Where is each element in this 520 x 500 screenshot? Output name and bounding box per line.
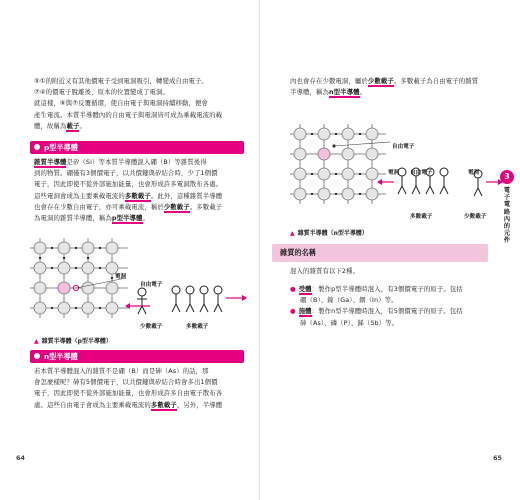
caption-triangle-icon: ▲ — [34, 338, 39, 345]
label-minority-carrier: 少數載子 — [140, 324, 163, 330]
text-span: 為電洞的雜質半導體，稱為 — [34, 214, 112, 223]
item-key: 受體 — [298, 285, 312, 293]
highlight-term: p型半導體 — [111, 214, 143, 223]
chapter-title-char: 路 — [503, 208, 511, 216]
text-line: 會怎麼樣呢？砷有5個價電子，以共價鍵與矽結合時會多出1個價 — [34, 378, 218, 387]
bullet-icon: ● — [290, 307, 296, 316]
caption-text: 雜質半導體（n型半導體） — [297, 230, 368, 237]
text-span: 。另外，半導體 — [176, 400, 223, 409]
item-text: ：製作n型半導體時混入，有5個價電子的原子。包括 — [311, 307, 463, 316]
section-title: p型半導體 — [44, 143, 78, 152]
silicon-atoms — [294, 128, 378, 200]
pointer-line — [334, 142, 390, 146]
chapter-tab — [500, 170, 514, 245]
text-span: 是矽（Si）等本質半導體混入硼（B）等雜質後得 — [66, 158, 207, 166]
p-type-paragraph — [34, 157, 248, 224]
chapter-title-char: 內 — [503, 215, 511, 223]
list-item — [290, 284, 500, 295]
right-page — [260, 0, 520, 500]
highlight-carrier: 載子 — [66, 121, 80, 130]
caption-text: 雜質半導體（p型半導體） — [41, 338, 112, 345]
list-item-continuation: 砷（As）、磷（P）、銻（Sb）等。 — [300, 318, 399, 327]
text-line — [34, 400, 248, 411]
item-text: ：製作p型半導體時混入，有3個價電子的原子。包括 — [311, 285, 463, 293]
chapter-number-badge: 3 — [500, 170, 514, 184]
text-span: 內也會存在少數電洞，屬於 — [290, 77, 368, 85]
text-span: 。 — [359, 88, 367, 97]
label-majority-carrier: 多數載子 — [410, 214, 433, 220]
text-line: ⑤①的附近又有其他價電子受到電洞吸引，轉變成自由電子。 — [34, 77, 208, 85]
list-item — [290, 306, 500, 317]
label-free-electron: 自由電子 — [392, 144, 415, 150]
electron-dots — [311, 133, 361, 195]
text-span: 。 — [79, 121, 86, 130]
text-line: 到的物質。硼僅有3個價電子，以共價鍵與矽結合時，少了1個價 — [34, 169, 218, 178]
section-title: n型半導體 — [44, 352, 78, 361]
section-header-impurity-types — [272, 244, 488, 262]
label-free-electron: 自由電子 — [140, 282, 163, 288]
section-header-p-type — [30, 141, 244, 154]
chapter-title-char: 的 — [503, 223, 511, 231]
arrow-head-2 — [242, 295, 247, 301]
silicon-atoms — [34, 242, 118, 314]
label-hole: 電洞 — [115, 274, 127, 280]
text-span: 。 — [142, 214, 150, 223]
highlight-term: 少數載子 — [163, 202, 190, 211]
text-span: 這些電洞會成為主要乘載電流的 — [34, 191, 125, 200]
n-type-continuation — [290, 76, 500, 98]
figure-caption — [290, 228, 368, 237]
highlight-term: n型半導體 — [328, 88, 360, 97]
text-line — [34, 157, 248, 168]
n-type-paragraph — [34, 366, 248, 411]
highlight-term: 多數載子 — [124, 191, 151, 200]
chapter-title-char: 件 — [503, 237, 511, 245]
figure-caption — [34, 336, 112, 345]
label-majority-carrier: 多數載子 — [186, 324, 209, 330]
text-span: 也會存在少數自由電子，亦可乘載電流，稱於 — [34, 202, 164, 211]
text-line: 若本質半導體混入的雜質不是硼（B）而是砷（As）的話，那 — [34, 367, 209, 375]
text-line: 產生電流。本質半導體內的自由電子與電洞皆可成為乘載電流的載 — [34, 110, 223, 119]
section-header-n-type — [30, 350, 244, 363]
bullet-dot — [34, 353, 40, 359]
section-title: 雜質的名稱 — [280, 248, 316, 257]
bullet-icon: ● — [290, 285, 296, 293]
label-minority-carrier: 少數載子 — [464, 214, 487, 220]
carrier-figures — [137, 286, 222, 314]
arrow-head — [377, 179, 382, 185]
highlight-term: 多數載子 — [150, 400, 177, 409]
intro-paragraph — [34, 76, 244, 132]
chapter-title-char: 電 — [503, 201, 511, 209]
impurity-list — [290, 284, 500, 329]
text-span: 。多數載子為自由電子的雜質 — [393, 77, 479, 85]
electron-dots — [39, 247, 113, 309]
text-line — [34, 202, 248, 213]
item-key: 施體 — [298, 307, 312, 316]
chapter-title-char: 子 — [503, 194, 511, 202]
impurity-intro: 混入的雜質有以下2種。 — [290, 267, 360, 275]
text-line — [34, 121, 244, 132]
page-number-right: 65 — [493, 454, 502, 462]
text-line — [34, 191, 248, 202]
text-line: 就這樣，⑥與⑦反覆循環，使自由電子與電洞持續移動，便會 — [34, 99, 208, 108]
text-line — [34, 213, 248, 224]
text-line — [290, 87, 500, 98]
text-line: ⑦④的價電子脫離後，原本的位置變成了電洞。 — [34, 88, 169, 97]
page-number-left: 64 — [16, 454, 25, 462]
text-span: 半導體，稱為 — [290, 88, 329, 97]
highlight-term: 雜質半導體 — [34, 158, 67, 166]
list-item-continuation: 硼（B）、鎵（Ga）、銦（In）等。 — [300, 296, 398, 305]
caption-triangle-icon: ▲ — [290, 230, 295, 237]
text-span: 體，故稱為 — [34, 121, 67, 130]
chapter-title-char: 電 — [503, 187, 511, 194]
text-line — [290, 76, 500, 87]
text-line: 電子，因此即使不從外部施加能量，也會形成許多電洞散布各處。 — [34, 180, 223, 189]
text-span: 處。這些自由電子會成為主要乘載電流的 — [34, 400, 151, 409]
text-span: 。多數載子 — [189, 202, 223, 211]
label-free-electron-2: 自由電子 — [410, 170, 433, 176]
text-line: 電子，因此即使不從外部施加能量，也會形成許多自由電子散布各 — [34, 389, 223, 398]
text-span: 。此外，這種雜質半導體 — [150, 191, 223, 200]
label-hole: 電洞 — [388, 170, 400, 176]
highlight-term: 少數載子 — [367, 77, 394, 85]
label-hole-2: 電洞 — [468, 170, 480, 176]
bullet-dot — [34, 144, 40, 150]
chapter-title-vertical — [500, 187, 514, 245]
chapter-title-char: 元 — [503, 230, 511, 238]
